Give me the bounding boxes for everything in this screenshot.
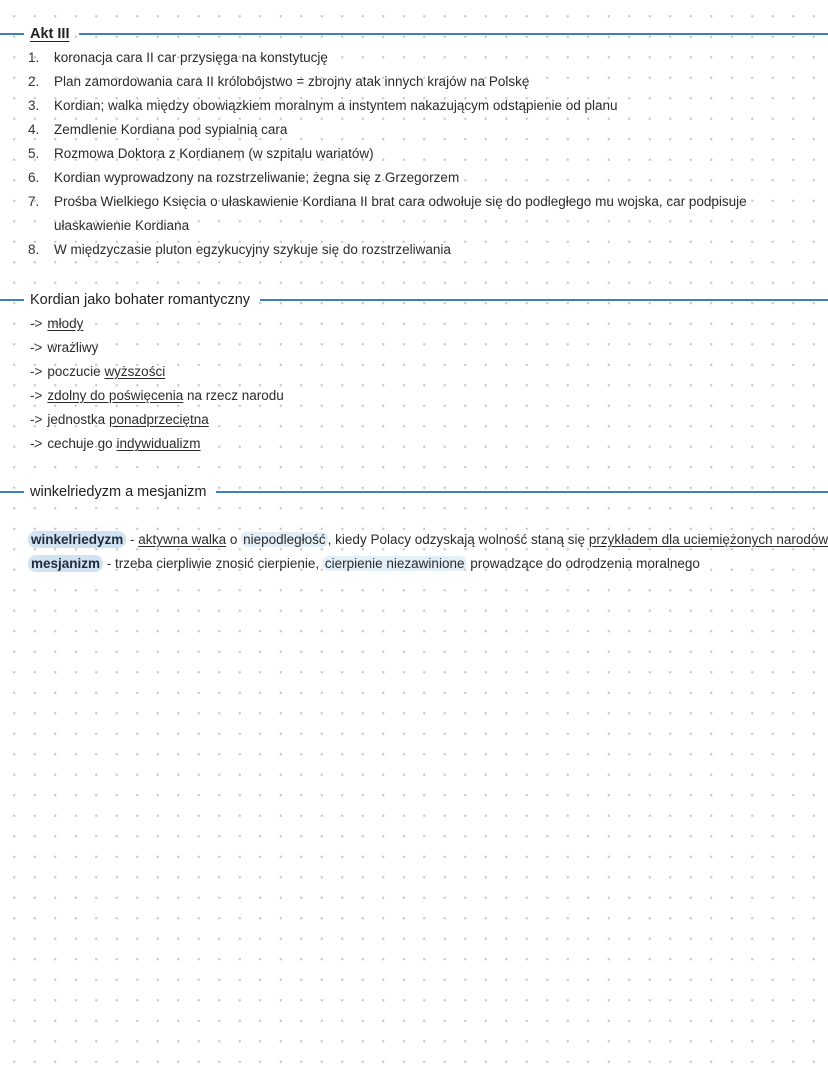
item-number: 5. [28, 146, 40, 161]
def-dash: - [126, 532, 139, 547]
list-item [28, 94, 798, 118]
term-highlight: mesjanizm [28, 555, 103, 572]
section-header-winkelriedyzm [0, 480, 828, 504]
list-item [30, 360, 530, 384]
trait-text: jednostka [47, 412, 109, 427]
arrow-icon: -> [30, 340, 43, 355]
definition-winkelriedyzm [28, 528, 828, 552]
list-item [30, 432, 530, 456]
def-text: prowadzące do odrodzenia moralnego [466, 556, 700, 571]
list-item [28, 70, 798, 94]
def-text: trzeba cierpliwie znosić cierpienie, [115, 556, 323, 571]
def-text: , kiedy Polacy odzyskają wolność staną się [327, 532, 589, 547]
item-number: 3. [28, 98, 40, 113]
list-item [30, 408, 530, 432]
header-lead-line [0, 491, 24, 493]
plot-list [28, 46, 798, 262]
section-header-akt-iii [0, 22, 828, 46]
arrow-icon: -> [30, 316, 43, 331]
arrow-icon: -> [30, 412, 43, 427]
section-title: Akt III [30, 26, 73, 42]
trait-suffix: na rzecz narodu [183, 388, 284, 403]
trait-text: cechuje go [47, 436, 117, 451]
section-header-kordian [0, 288, 828, 312]
item-number: 8. [28, 242, 40, 257]
item-number: 1. [28, 50, 40, 65]
list-item [28, 118, 798, 142]
list-item [30, 336, 530, 360]
def-text: o [226, 532, 242, 547]
def-dash: - [103, 556, 116, 571]
item-text: Kordian wyprowadzony na rozstrzeliwanie; żegna się z Grzegorzem [54, 170, 460, 185]
def-highlight: niepodległość [243, 532, 326, 547]
item-text: Zemdlenie Kordiana pod sypialnią cara [54, 122, 288, 137]
arrow-icon: -> [30, 364, 43, 379]
def-underlined: przykładem dla uciemiężonych narodów [588, 532, 828, 547]
list-item [28, 238, 798, 262]
term-highlight: winkelriedyzm [28, 531, 126, 548]
def-underlined: aktywna walka [138, 532, 227, 547]
list-item [28, 142, 798, 166]
item-number: 7. [28, 194, 40, 209]
trait-underlined: indywidualizm [116, 436, 201, 451]
item-text: Kordian; walka między obowiązkiem moralnym a instyntem nakazującym odstąpienie od planu [54, 98, 618, 113]
header-divider-line [79, 33, 828, 35]
header-lead-line [0, 33, 24, 35]
list-item [30, 384, 530, 408]
list-item [30, 312, 530, 336]
item-text: Plan zamordowania cara II królobójstwo = zbrojny atak innych krajów na Polskę [54, 74, 530, 89]
header-lead-line [0, 299, 24, 301]
trait-text: poczucie [47, 364, 105, 379]
arrow-icon: -> [30, 436, 43, 451]
traits-list [30, 312, 530, 456]
item-text: koronacja cara II car przysięga na konstytucję [54, 50, 328, 65]
list-item [28, 46, 798, 70]
item-text: Rozmowa Doktora z Kordianem (w szpitalu wariatów) [54, 146, 374, 161]
section-title: winkelriedyzm a mesjanizm [30, 484, 210, 500]
item-text: Prośba Wielkiego Księcia o ułaskawienie Kordiana II brat cara odwołuje się do podległego mu wojska, car podpisuje ułaskawienie Kordiana [54, 194, 747, 233]
item-number: 4. [28, 122, 40, 137]
item-number: 6. [28, 170, 40, 185]
trait-underlined: młody [47, 316, 84, 331]
header-divider-line [260, 299, 828, 301]
definition-mesjanizm [28, 552, 818, 576]
arrow-icon: -> [30, 388, 43, 403]
trait-underlined: zdolny do poświęcenia [47, 388, 184, 403]
header-divider-line [216, 491, 828, 493]
item-text: W międzyczasie pluton egzykucyjny szykuje się do rozstrzeliwania [54, 242, 451, 257]
trait-underlined: ponadprzeciętna [108, 412, 209, 427]
trait-text: wrażliwy [47, 340, 99, 355]
def-highlight: cierpienie niezawinione [324, 556, 465, 571]
list-item [28, 166, 798, 190]
list-item [28, 190, 798, 238]
item-number: 2. [28, 74, 40, 89]
section-title: Kordian jako bohater romantyczny [30, 292, 254, 308]
trait-underlined: wyższości [104, 364, 166, 379]
